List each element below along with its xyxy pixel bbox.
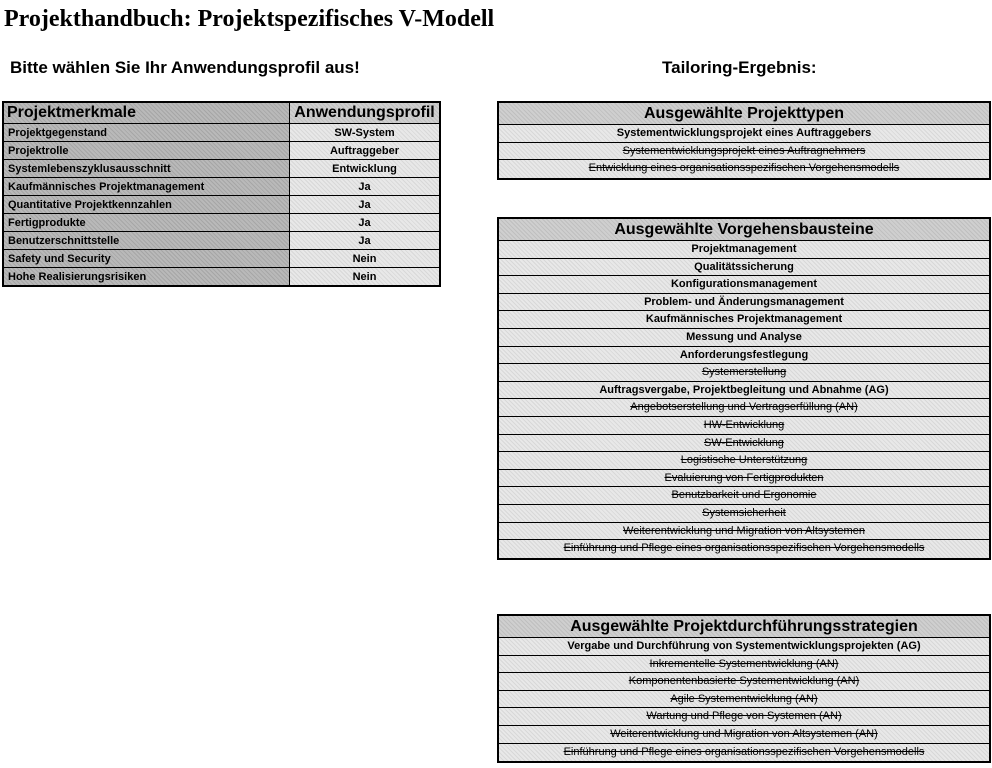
profile-value-select[interactable]: Ja	[290, 178, 441, 196]
process-module-row[interactable]	[499, 241, 989, 259]
profile-value-select[interactable]: Nein	[290, 268, 441, 287]
process-module-row[interactable]	[499, 382, 989, 400]
project-type-row-label: Systementwicklungsprojekt eines Auftraggebers	[616, 127, 872, 139]
profile-feature-label: Hohe Realisierungsrisiken	[3, 268, 290, 287]
process-module-row[interactable]	[499, 399, 989, 417]
profile-header-value: Anwendungsprofil	[290, 102, 441, 124]
strategy-row-label: Agile Systementwicklung (AN)	[670, 692, 818, 705]
process-module-row-label: Benutzbarkeit und Ergonomie	[671, 489, 817, 502]
process-module-row-label: Auftragsvergabe, Projektbegleitung und Abnahme (AG)	[599, 383, 889, 396]
process-module-row-label: Einführung und Pflege eines organisationsspezifischen Vorgehensmodells	[563, 542, 925, 555]
process-module-row-label: Qualitätssicherung	[694, 260, 794, 273]
process-module-row-label: Anforderungsfestlegung	[679, 348, 809, 361]
process-module-row[interactable]	[499, 470, 989, 488]
process-module-row-label: Kaufmännisches Projektmanagement	[645, 313, 843, 326]
process-modules-table	[497, 217, 991, 560]
tailoring-heading: Tailoring-Ergebnis:	[662, 58, 817, 77]
profile-value-select[interactable]: SW-System	[290, 124, 441, 142]
process-module-row-label: Systemerstellung	[701, 366, 787, 379]
page-title: Projekthandbuch: Projektspezifisches V-Modell	[4, 6, 495, 32]
profile-row[interactable]	[3, 160, 440, 178]
profile-row[interactable]	[3, 142, 440, 160]
process-module-row-label: Konfigurationsmanagement	[670, 278, 818, 291]
profile-value-select[interactable]: Auftraggeber	[290, 142, 441, 160]
profile-row[interactable]	[3, 214, 440, 232]
process-module-row-label: Projektmanagement	[691, 243, 797, 255]
strategy-row[interactable]	[499, 744, 989, 762]
process-module-row-label: HW-Entwicklung	[703, 418, 785, 431]
profile-value-select[interactable]: Entwicklung	[290, 160, 441, 178]
process-modules-header: Ausgewählte Vorgehensbausteine	[499, 219, 989, 241]
strategy-row[interactable]	[499, 656, 989, 674]
process-module-row[interactable]	[499, 294, 989, 312]
project-type-row-label: Entwicklung eines organisationsspezifischen Vorgehensmodells	[588, 162, 900, 175]
process-module-row[interactable]	[499, 523, 989, 541]
process-module-row[interactable]	[499, 347, 989, 365]
strategy-row-label: Weiterentwicklung und Migration von Altsystemen (AN)	[610, 727, 878, 740]
profile-feature-label: Kaufmännisches Projektmanagement	[3, 178, 290, 196]
profile-value-select[interactable]: Nein	[290, 250, 441, 268]
process-module-row-label: Problem- und Änderungsmanagement	[644, 295, 844, 308]
process-module-row-label: Logistische Unterstützung	[680, 454, 808, 467]
profile-feature-label: Systemlebenszyklusausschnitt	[3, 160, 290, 178]
project-types-header: Ausgewählte Projekttypen	[499, 103, 989, 125]
strategy-row-label: Inkrementelle Systementwicklung (AN)	[649, 657, 839, 670]
strategy-row[interactable]	[499, 691, 989, 709]
process-module-row[interactable]	[499, 435, 989, 453]
profile-header-feature: Projektmerkmale	[3, 102, 290, 124]
process-module-row[interactable]	[499, 364, 989, 382]
profile-table	[2, 101, 441, 287]
profile-row[interactable]	[3, 178, 440, 196]
process-module-row-label: SW-Entwicklung	[704, 436, 784, 449]
profile-feature-label: Fertigprodukte	[3, 214, 290, 232]
process-module-row[interactable]	[499, 417, 989, 435]
process-module-row-label: Evaluierung von Fertigprodukten	[664, 471, 824, 484]
profile-value-select[interactable]: Ja	[290, 214, 441, 232]
project-type-row-label: Systementwicklungsprojekt eines Auftragnehmers	[622, 144, 866, 157]
process-module-row[interactable]	[499, 311, 989, 329]
profile-row[interactable]	[3, 232, 440, 250]
process-module-row-label: Weiterentwicklung und Migration von Altsystemen	[623, 524, 865, 537]
profile-heading: Bitte wählen Sie Ihr Anwendungsprofil aus!	[10, 58, 360, 77]
process-module-row-label: Systemsicherheit	[702, 506, 786, 519]
profile-row[interactable]	[3, 196, 440, 214]
strategy-row[interactable]	[499, 673, 989, 691]
profile-value-select[interactable]: Ja	[290, 196, 441, 214]
profile-feature-label: Projektrolle	[3, 142, 290, 160]
process-module-row-label: Messung und Analyse	[686, 330, 802, 343]
process-module-row[interactable]	[499, 505, 989, 523]
process-module-row[interactable]	[499, 487, 989, 505]
profile-feature-label: Safety und Security	[3, 250, 290, 268]
profile-row[interactable]	[3, 124, 440, 142]
strategy-row-label: Wartung und Pflege von Systemen (AN)	[646, 710, 842, 723]
process-module-row[interactable]	[499, 540, 989, 558]
strategies-table	[497, 614, 991, 763]
process-module-row[interactable]	[499, 329, 989, 347]
profile-value-select[interactable]: Ja	[290, 232, 441, 250]
process-module-row[interactable]	[499, 452, 989, 470]
profile-feature-label: Benutzerschnittstelle	[3, 232, 290, 250]
strategy-row[interactable]	[499, 638, 989, 656]
profile-feature-label: Projektgegenstand	[3, 124, 290, 142]
project-type-row[interactable]	[499, 143, 989, 161]
profile-row[interactable]	[3, 268, 440, 287]
strategy-row-label: Einführung und Pflege eines organisationsspezifischen Vorgehensmodells	[563, 745, 925, 758]
strategy-row-label: Vergabe und Durchführung von Systementwicklungsprojekten (AG)	[567, 640, 921, 652]
strategy-row[interactable]	[499, 708, 989, 726]
process-module-row[interactable]	[499, 259, 989, 277]
project-type-row[interactable]	[499, 125, 989, 143]
profile-row[interactable]	[3, 250, 440, 268]
process-module-row[interactable]	[499, 276, 989, 294]
project-type-row[interactable]	[499, 160, 989, 178]
process-module-row-label: Angebotserstellung und Vertragserfüllung (AN)	[630, 401, 858, 414]
strategy-row[interactable]	[499, 726, 989, 744]
strategy-row-label: Komponentenbasierte Systementwicklung (AN)	[628, 675, 860, 688]
profile-feature-label: Quantitative Projektkennzahlen	[3, 196, 290, 214]
project-types-table	[497, 101, 991, 180]
strategies-header: Ausgewählte Projektdurchführungsstrategien	[499, 616, 989, 638]
